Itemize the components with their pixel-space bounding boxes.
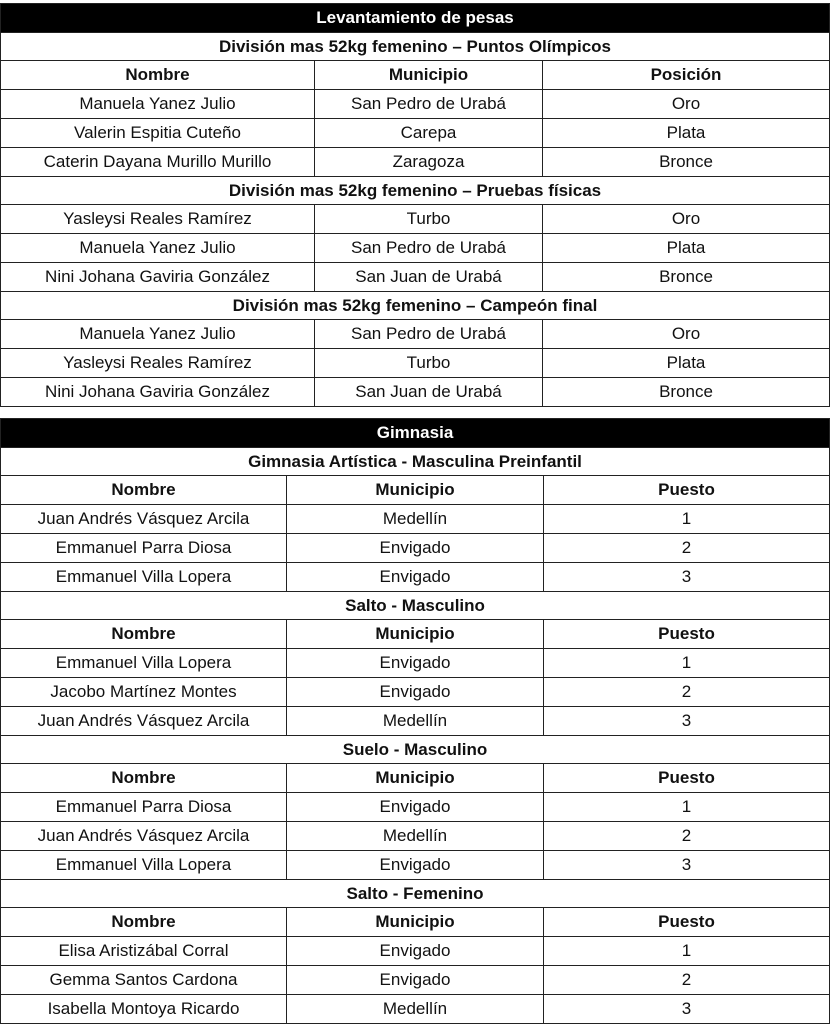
cell-name: Emmanuel Parra Diosa	[1, 534, 287, 563]
column-header-position: Puesto	[544, 764, 830, 793]
cell-municipality: Medellín	[287, 505, 544, 534]
column-header-municipality: Municipio	[287, 620, 544, 649]
table-row	[1, 707, 830, 736]
category-title-row	[1, 177, 830, 205]
weightlifting-table	[0, 3, 830, 407]
cell-municipality: Carepa	[315, 119, 543, 148]
category-title: División mas 52kg femenino – Puntos Olímpicos	[1, 33, 830, 61]
cell-name: Yasleysi Reales Ramírez	[1, 205, 315, 234]
cell-municipality: San Juan de Urabá	[315, 263, 543, 292]
cell-municipality: Envigado	[287, 649, 544, 678]
column-header-row	[1, 61, 830, 90]
table-row	[1, 851, 830, 880]
table-row	[1, 563, 830, 592]
table-row	[1, 678, 830, 707]
cell-position: 3	[544, 707, 830, 736]
category-title: División mas 52kg femenino – Pruebas físicas	[1, 177, 830, 205]
cell-municipality: Envigado	[287, 678, 544, 707]
category-title: Salto - Masculino	[1, 592, 830, 620]
column-header-municipality: Municipio	[287, 476, 544, 505]
category-title-row	[1, 292, 830, 320]
column-header-position: Puesto	[544, 476, 830, 505]
category-title-row	[1, 448, 830, 476]
column-header-position: Puesto	[544, 908, 830, 937]
table-row	[1, 937, 830, 966]
table-row	[1, 505, 830, 534]
cell-name: Yasleysi Reales Ramírez	[1, 349, 315, 378]
table-row	[1, 349, 830, 378]
cell-position: Oro	[543, 205, 830, 234]
cell-municipality: Medellín	[287, 995, 544, 1024]
cell-position: 2	[544, 534, 830, 563]
cell-municipality: Envigado	[287, 966, 544, 995]
column-header-name: Nombre	[1, 908, 287, 937]
cell-position: 3	[544, 563, 830, 592]
cell-position: 3	[544, 851, 830, 880]
category-title-row	[1, 592, 830, 620]
column-header-position: Posición	[543, 61, 830, 90]
table-row	[1, 263, 830, 292]
column-header-name: Nombre	[1, 476, 287, 505]
column-header-row	[1, 620, 830, 649]
table-row	[1, 205, 830, 234]
cell-position: Bronce	[543, 263, 830, 292]
table-row	[1, 534, 830, 563]
cell-municipality: Envigado	[287, 937, 544, 966]
section-title: Gimnasia	[1, 419, 830, 448]
table-row	[1, 234, 830, 263]
table-row	[1, 822, 830, 851]
cell-municipality: Envigado	[287, 534, 544, 563]
cell-position: 1	[544, 937, 830, 966]
cell-name: Manuela Yanez Julio	[1, 320, 315, 349]
cell-municipality: Turbo	[315, 349, 543, 378]
cell-name: Emmanuel Parra Diosa	[1, 793, 287, 822]
cell-name: Juan Andrés Vásquez Arcila	[1, 707, 287, 736]
category-title: Suelo - Masculino	[1, 736, 830, 764]
cell-name: Juan Andrés Vásquez Arcila	[1, 822, 287, 851]
column-header-municipality: Municipio	[287, 764, 544, 793]
cell-municipality: Envigado	[287, 563, 544, 592]
cell-municipality: Envigado	[287, 851, 544, 880]
cell-name: Emmanuel Villa Lopera	[1, 563, 287, 592]
table-row	[1, 320, 830, 349]
cell-municipality: Zaragoza	[315, 148, 543, 177]
cell-name: Juan Andrés Vásquez Arcila	[1, 505, 287, 534]
table-row	[1, 966, 830, 995]
table-row	[1, 148, 830, 177]
category-title-row	[1, 880, 830, 908]
cell-position: Plata	[543, 119, 830, 148]
cell-municipality: San Pedro de Urabá	[315, 90, 543, 119]
column-header-municipality: Municipio	[315, 61, 543, 90]
cell-position: 1	[544, 793, 830, 822]
cell-municipality: Envigado	[287, 793, 544, 822]
cell-name: Valerin Espitia Cuteño	[1, 119, 315, 148]
cell-position: Plata	[543, 349, 830, 378]
cell-name: Isabella Montoya Ricardo	[1, 995, 287, 1024]
column-header-row	[1, 908, 830, 937]
gymnastics-table	[0, 418, 830, 1024]
cell-position: 1	[544, 649, 830, 678]
table-row	[1, 119, 830, 148]
section-title-row	[1, 419, 830, 448]
column-header-name: Nombre	[1, 764, 287, 793]
section-title: Levantamiento de pesas	[1, 4, 830, 33]
column-header-position: Puesto	[544, 620, 830, 649]
table-row	[1, 378, 830, 407]
cell-position: Oro	[543, 320, 830, 349]
column-header-row	[1, 476, 830, 505]
category-title: División mas 52kg femenino – Campeón final	[1, 292, 830, 320]
column-header-name: Nombre	[1, 61, 315, 90]
cell-name: Nini Johana Gaviria González	[1, 378, 315, 407]
cell-name: Jacobo Martínez Montes	[1, 678, 287, 707]
cell-municipality: San Pedro de Urabá	[315, 234, 543, 263]
cell-name: Caterin Dayana Murillo Murillo	[1, 148, 315, 177]
cell-position: 3	[544, 995, 830, 1024]
cell-position: 2	[544, 678, 830, 707]
category-title: Salto - Femenino	[1, 880, 830, 908]
cell-name: Manuela Yanez Julio	[1, 234, 315, 263]
cell-name: Elisa Aristizábal Corral	[1, 937, 287, 966]
cell-position: Bronce	[543, 148, 830, 177]
table-row	[1, 90, 830, 119]
cell-municipality: Medellín	[287, 822, 544, 851]
cell-position: 2	[544, 822, 830, 851]
table-row	[1, 649, 830, 678]
cell-municipality: Medellín	[287, 707, 544, 736]
column-header-municipality: Municipio	[287, 908, 544, 937]
category-title: Gimnasia Artística - Masculina Preinfantil	[1, 448, 830, 476]
category-title-row	[1, 736, 830, 764]
cell-position: 1	[544, 505, 830, 534]
cell-position: 2	[544, 966, 830, 995]
cell-municipality: San Juan de Urabá	[315, 378, 543, 407]
cell-name: Manuela Yanez Julio	[1, 90, 315, 119]
cell-position: Plata	[543, 234, 830, 263]
section-title-row	[1, 4, 830, 33]
cell-name: Emmanuel Villa Lopera	[1, 851, 287, 880]
cell-position: Oro	[543, 90, 830, 119]
column-header-row	[1, 764, 830, 793]
cell-position: Bronce	[543, 378, 830, 407]
cell-municipality: Turbo	[315, 205, 543, 234]
column-header-name: Nombre	[1, 620, 287, 649]
cell-municipality: San Pedro de Urabá	[315, 320, 543, 349]
table-row	[1, 995, 830, 1024]
table-row	[1, 793, 830, 822]
cell-name: Nini Johana Gaviria González	[1, 263, 315, 292]
cell-name: Emmanuel Villa Lopera	[1, 649, 287, 678]
cell-name: Gemma Santos Cardona	[1, 966, 287, 995]
category-title-row	[1, 33, 830, 61]
